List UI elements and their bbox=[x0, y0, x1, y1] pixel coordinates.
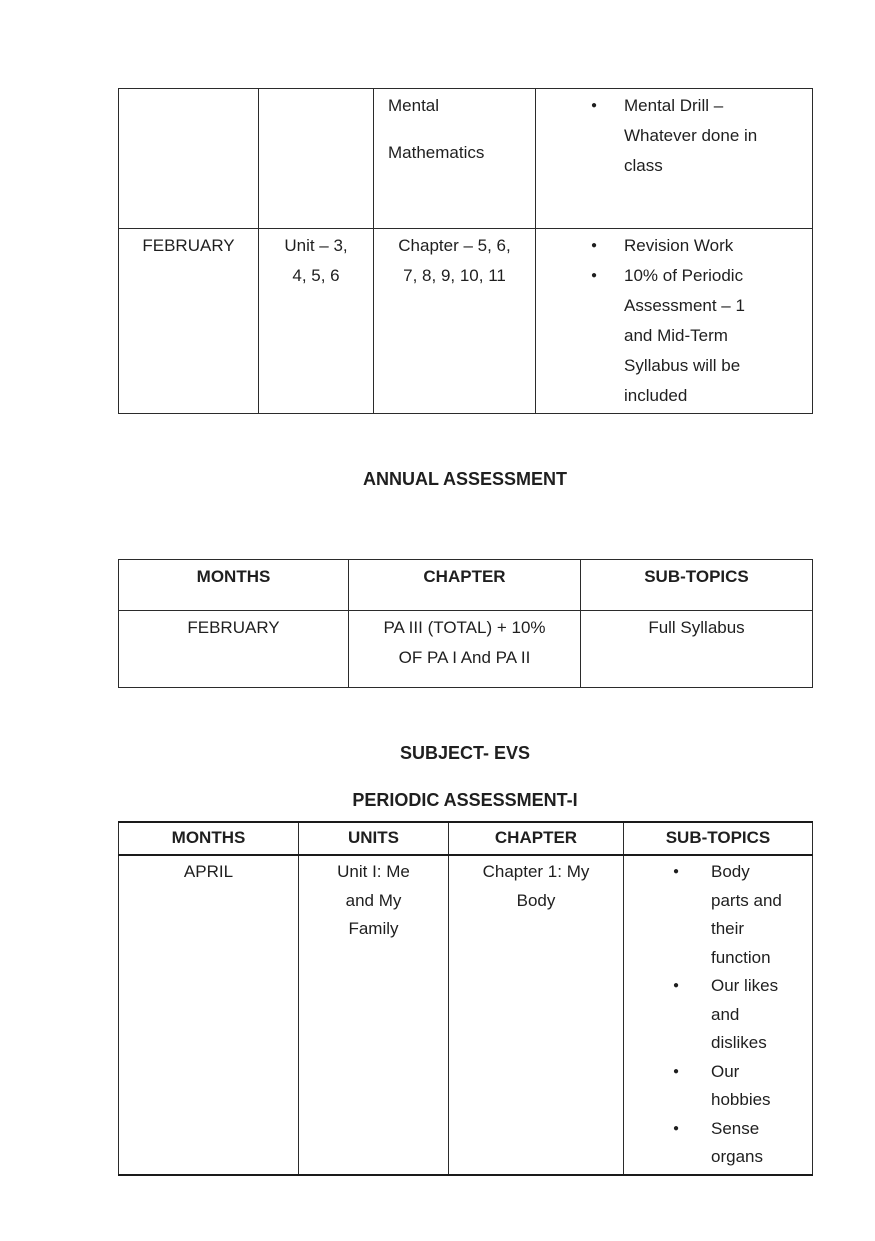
chapter-text: PA III (TOTAL) + 10% OF PA I And PA II bbox=[383, 618, 546, 667]
periodic-assessment-table bbox=[118, 821, 813, 1176]
chapter-text: Chapter – 5, 6, 7, 8, 9, 10, 11 bbox=[398, 236, 511, 285]
month-cell-empty bbox=[119, 89, 259, 229]
chapter-cell bbox=[374, 229, 536, 414]
column-header-chapter: CHAPTER bbox=[349, 560, 581, 611]
subject-heading: SUBJECT- EVS bbox=[399, 743, 531, 763]
column-header-units: UNITS bbox=[299, 822, 449, 855]
document-page bbox=[118, 88, 812, 1176]
subtopics-list bbox=[542, 231, 806, 411]
subtopic-item: ● Body parts and their function bbox=[673, 858, 789, 972]
annual-assessment-heading: ANNUAL ASSESSMENT bbox=[362, 469, 568, 489]
units-cell bbox=[299, 855, 449, 1175]
table-row bbox=[119, 855, 813, 1175]
midterm-syllabus-table bbox=[118, 88, 813, 414]
chapter-text: Chapter 1: My Body bbox=[482, 862, 590, 910]
table-row bbox=[119, 229, 813, 414]
units-text: Unit – 3, 4, 5, 6 bbox=[284, 236, 348, 285]
subtopic-item: ● Our likes and dislikes bbox=[673, 972, 789, 1058]
chapter-text: Mental bbox=[388, 96, 440, 115]
units-text: Unit I: Me and My Family bbox=[337, 862, 410, 938]
column-header-subtopics: SUB-TOPICS bbox=[581, 560, 813, 611]
column-header-subtopics: SUB-TOPICS bbox=[624, 822, 813, 855]
periodic-assessment-heading: PERIODIC ASSESSMENT-I bbox=[352, 790, 578, 810]
annual-assessment-table bbox=[118, 559, 813, 688]
chapter-text: Mathematics bbox=[388, 143, 485, 162]
chapter-cell bbox=[374, 89, 536, 229]
subtopics-cell bbox=[536, 89, 813, 229]
subtopic-item: ● Revision Work bbox=[591, 231, 762, 261]
subtopics-list bbox=[542, 91, 806, 181]
subtopic-item: ● 10% of Periodic Assessment – 1 and Mid-Term Syllabus will be included bbox=[591, 261, 762, 411]
subtopic-item: ● Our hobbies bbox=[673, 1058, 789, 1115]
subtopics-cell bbox=[624, 855, 813, 1175]
month-cell: APRIL bbox=[119, 855, 299, 1175]
table-header-row bbox=[119, 822, 813, 855]
units-cell-empty bbox=[259, 89, 374, 229]
month-cell: FEBRUARY bbox=[119, 611, 349, 688]
subtopic-item: ● Mental Drill – Whatever done in class bbox=[591, 91, 762, 181]
table-row bbox=[119, 89, 813, 229]
table-header-row bbox=[119, 560, 813, 611]
chapter-cell bbox=[349, 611, 581, 688]
subtopic-item: ● Sense organs bbox=[673, 1115, 789, 1172]
units-cell bbox=[259, 229, 374, 414]
subtopics-cell bbox=[536, 229, 813, 414]
table-row bbox=[119, 611, 813, 688]
column-header-months: MONTHS bbox=[119, 822, 299, 855]
subtopics-cell: Full Syllabus bbox=[581, 611, 813, 688]
column-header-chapter: CHAPTER bbox=[449, 822, 624, 855]
month-cell: FEBRUARY bbox=[119, 229, 259, 414]
column-header-months: MONTHS bbox=[119, 560, 349, 611]
chapter-cell bbox=[449, 855, 624, 1175]
subtopics-list bbox=[630, 858, 806, 1172]
